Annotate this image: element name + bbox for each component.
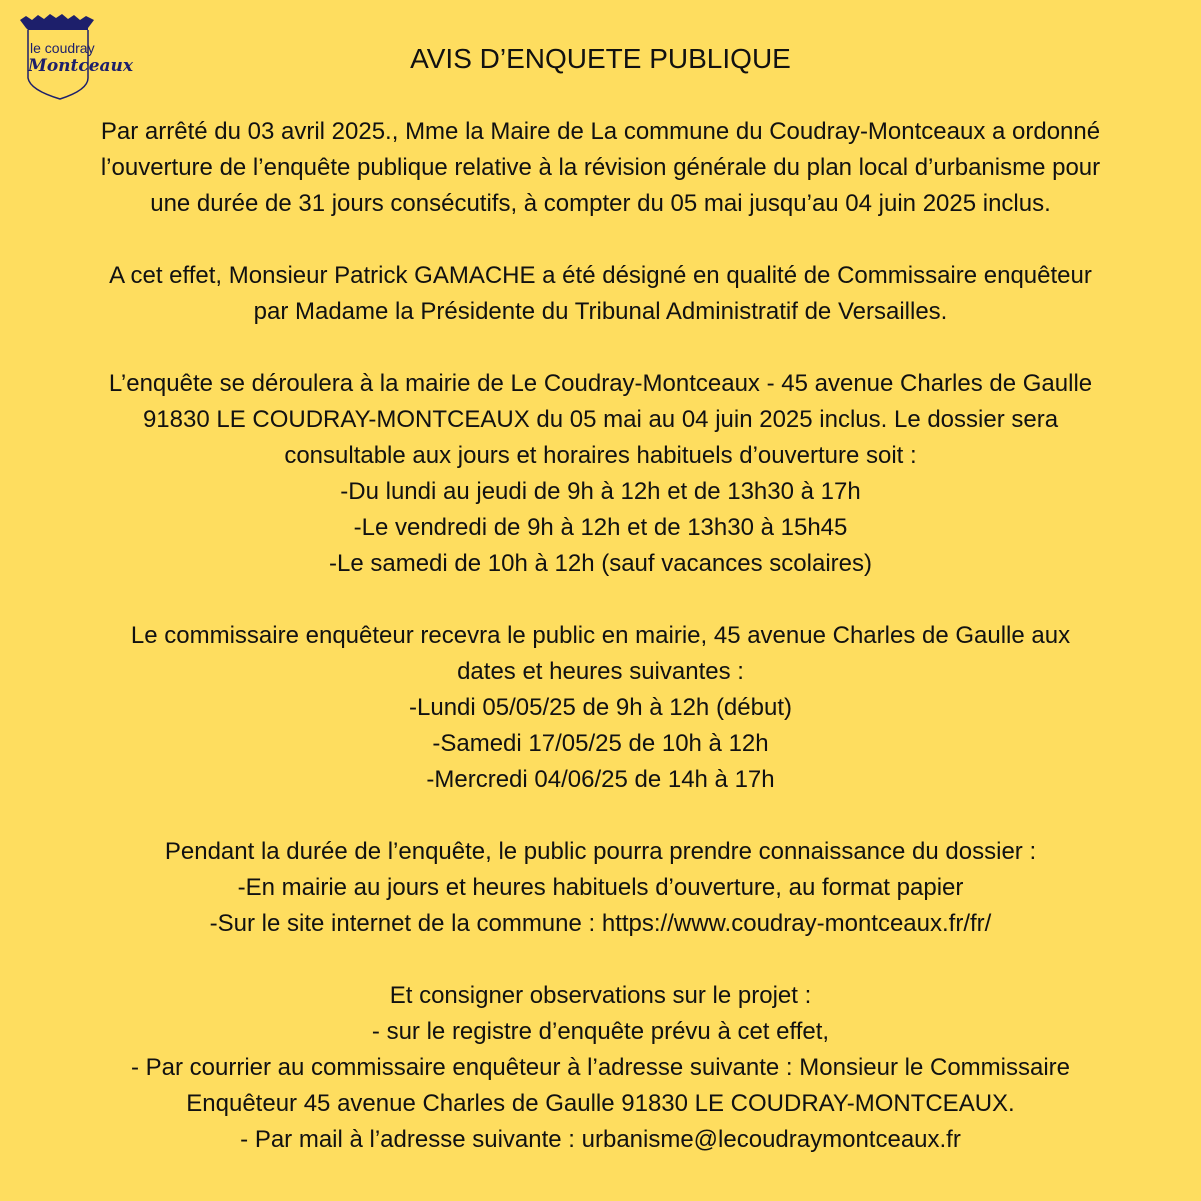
- text-line: Par arrêté du 03 avril 2025., Mme la Maire de La commune du Coudray-Montceaux a ordonné: [100, 118, 1101, 145]
- paragraph-gap: [40, 582, 1161, 618]
- text-line: 91830 LE COUDRAY-MONTCEAUX du 05 mai au 04 juin 2025 inclus. Le dossier sera: [142, 406, 1059, 433]
- text-line: -Samedi 17/05/25 de 10h à 12h: [432, 730, 769, 757]
- text-line: -En mairie au jours et heures habituels d’ouverture, au format papier: [237, 874, 964, 901]
- text-line: consultable aux jours et horaires habituels d’ouverture soit :: [284, 442, 917, 469]
- text-line: Enquêteur 45 avenue Charles de Gaulle 91830 LE COUDRAY-MONTCEAUX.: [186, 1090, 1015, 1117]
- text-line: par Madame la Présidente du Tribunal Administratif de Versailles.: [253, 298, 948, 325]
- paragraph-gap: [40, 330, 1161, 366]
- svg-text:Montceaux: Montceaux: [28, 56, 134, 76]
- paragraph-gap: [40, 942, 1161, 978]
- text-line: -Le vendredi de 9h à 12h et de 13h30 à 15h45: [353, 514, 848, 541]
- text-line: - sur le registre d’enquête prévu à cet effet,: [371, 1018, 830, 1045]
- text-line: L’enquête se déroulera à la mairie de Le Coudray-Montceaux - 45 avenue Charles de Gaulle: [108, 370, 1093, 397]
- text-line: -Le samedi de 10h à 12h (sauf vacances scolaires): [329, 550, 872, 577]
- paragraph: [40, 834, 1161, 942]
- text-line: - Par mail à l’adresse suivante : urbanisme@lecoudraymontceaux.fr: [240, 1126, 961, 1153]
- page-title: AVIS D’ENQUETE PUBLIQUE: [410, 43, 791, 74]
- svg-text:le coudray: le coudray: [30, 40, 95, 56]
- text-line: -Sur le site internet de la commune : https://www.coudray-montceaux.fr/fr/: [209, 910, 992, 937]
- text-line: - Par courrier au commissaire enquêteur à l’adresse suivante : Monsieur le Commissaire: [130, 1054, 1071, 1081]
- paragraph: [40, 618, 1161, 798]
- text-line: dates et heures suivantes :: [457, 658, 744, 685]
- text-line: une durée de 31 jours consécutifs, à compter du 05 mai jusqu’au 04 juin 2025 inclus.: [150, 190, 1051, 217]
- paragraph: [40, 978, 1161, 1158]
- paragraph: [40, 366, 1161, 582]
- text-line: l’ouverture de l’enquête publique relative à la révision générale du plan local d’urbanisme pour: [100, 154, 1101, 181]
- paragraph: [40, 258, 1161, 330]
- notice-body: [40, 114, 1161, 1158]
- text-line: Et consigner observations sur le projet :: [389, 982, 812, 1009]
- text-line: A cet effet, Monsieur Patrick GAMACHE a été désigné en qualité de Commissaire enquêteur: [109, 262, 1092, 289]
- text-line: Pendant la durée de l’enquête, le public pourra prendre connaissance du dossier :: [164, 838, 1037, 865]
- text-line: -Lundi 05/05/25 de 9h à 12h (début): [409, 694, 792, 721]
- text-line: Le commissaire enquêteur recevra le public en mairie, 45 avenue Charles de Gaulle aux: [130, 622, 1071, 649]
- paragraph-gap: [40, 222, 1161, 258]
- text-line: -Mercredi 04/06/25 de 14h à 17h: [426, 766, 775, 793]
- text-line: -Du lundi au jeudi de 9h à 12h et de 13h30 à 17h: [340, 478, 861, 505]
- paragraph-gap: [40, 798, 1161, 834]
- paragraph: [40, 114, 1161, 222]
